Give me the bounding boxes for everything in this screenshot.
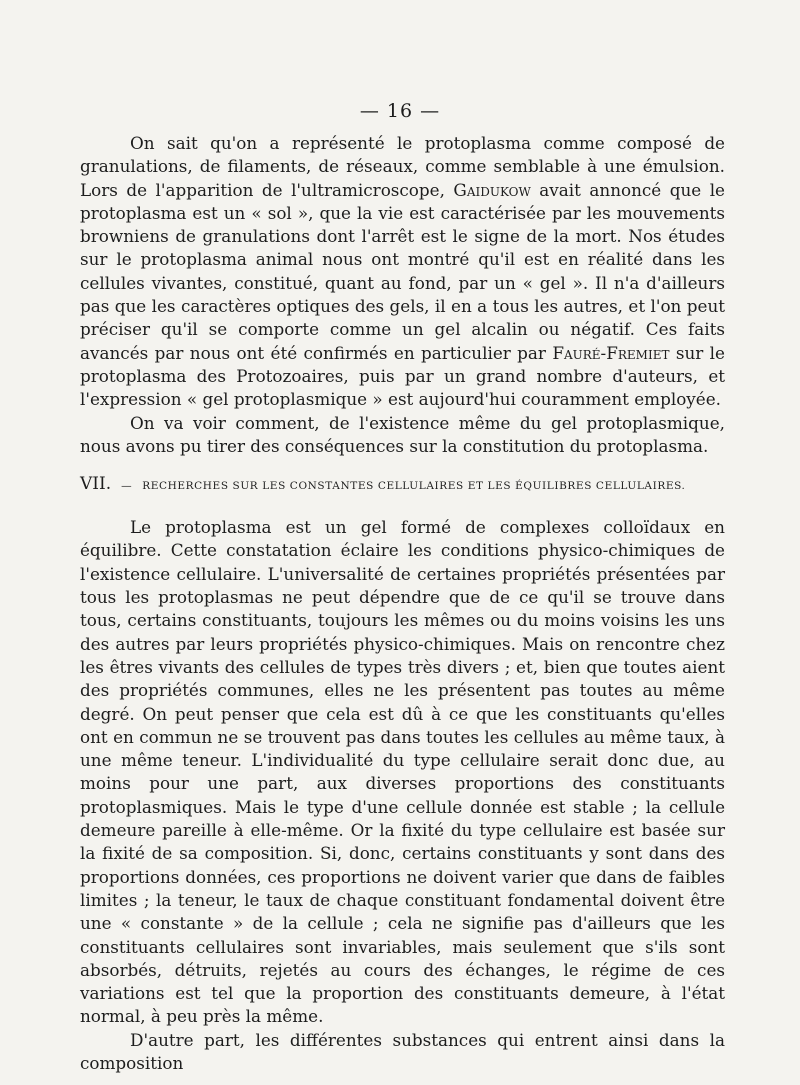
paragraph-1-part-a: On sait qu'on a représenté le protoplasma comme composé de granulations, de filaments, de réseaux, comme semblable à une émulsion. Lors de l'apparition de l'ultramicroscope, xyxy=(80,133,725,200)
section-number: VII. xyxy=(80,474,112,495)
paragraph-1-part-b: avait annoncé que le protoplasma est un « sol », que la vie est caractérisée par les mouvements browniens de granulations dont l'arrêt est le signe de la mort. Nos études sur le protoplasma animal nous ont montré qu'il est en réalité dans les cellules vivantes, constitué, quant au fond, par un « gel ». Il n'a d'ailleurs pas que les caractères optiques des gels, il en a tous les autres, et l'on peut préciser qu'il se comporte comme un gel alcalin ou négatif. Ces faits avancés par nous ont été confirmés en particulier par xyxy=(80,179,725,363)
paragraph-2: On va voir comment, de l'existence même du gel protoplasmique, nous avons pu tirer des conséquences sur la constitution du protoplasma. xyxy=(80,412,725,456)
section-title: RECHERCHES SUR LES CONSTANTES CELLULAIRES ET LES ÉQUILIBRES CELLULAIRES. xyxy=(142,480,686,493)
paragraph-1-part-c: sur le protoplasma des Protozoaires, puis par un grand nombre d'auteurs, et l'expression « gel protoplasmique » est aujourd'hui couramment employée. xyxy=(80,342,725,410)
section-heading xyxy=(80,474,725,494)
page-number: — 16 — xyxy=(359,100,441,122)
author-faure-fremiet: Fauré-Fremiet xyxy=(552,342,670,363)
section-dash: — xyxy=(121,480,133,493)
author-gaidukow: Gaidukow xyxy=(453,179,531,200)
paragraph-3: Le protoplasma est un gel formé de complexes colloïdaux en équilibre. Cette constatation éclaire les conditions physico-chimiques de l'existence cellulaire. L'universalité de certaines propriétés présentées par tous les protoplasmas ne peut dépendre que de ce qu'il se trouve dans tous, certains constituants, toujours les mêmes ou du moins voisins les uns des autres par leurs propriétés physico-chimiques. Mais on rencontre chez les êtres vivants des cellules de types très divers ; et, bien que toutes aient des propriétés communes, elles ne les présentent pas toutes au même degré. On peut penser que cela est dû à ce que les constituants qu'elles ont en commun ne se trouvent pas dans toutes les cellules au même taux, à une même teneur. L'individualité du type cellulaire serait donc due, au moins pour une part, aux diverses proportions des constituants protoplasmiques. Mais le type d'une cellule donnée est stable ; la cellule demeure pareille à elle-même. Or la fixité du type cellulaire est basée sur la fixité de sa composition. Si, donc, certains constituants y sont dans des proportions données, ces proportions ne doivent varier que dans de faibles limites ; la teneur, le taux de chaque constituant fondamental doivent être une « constante » de la cellule ; cela ne signifie pas d'ailleurs que les constituants cellulaires sont invariables, mais seulement que s'ils sont absorbés, détruits, rejetés au cours des échanges, le régime de ces variations est tel que la proportion des constituants demeure, à l'état normal, à peu près la même. xyxy=(80,517,725,1027)
text-block xyxy=(80,132,725,1075)
paragraph-4: D'autre part, les différentes substances qui entrent ainsi dans la composition xyxy=(80,1029,725,1073)
paragraph-1 xyxy=(80,132,725,412)
